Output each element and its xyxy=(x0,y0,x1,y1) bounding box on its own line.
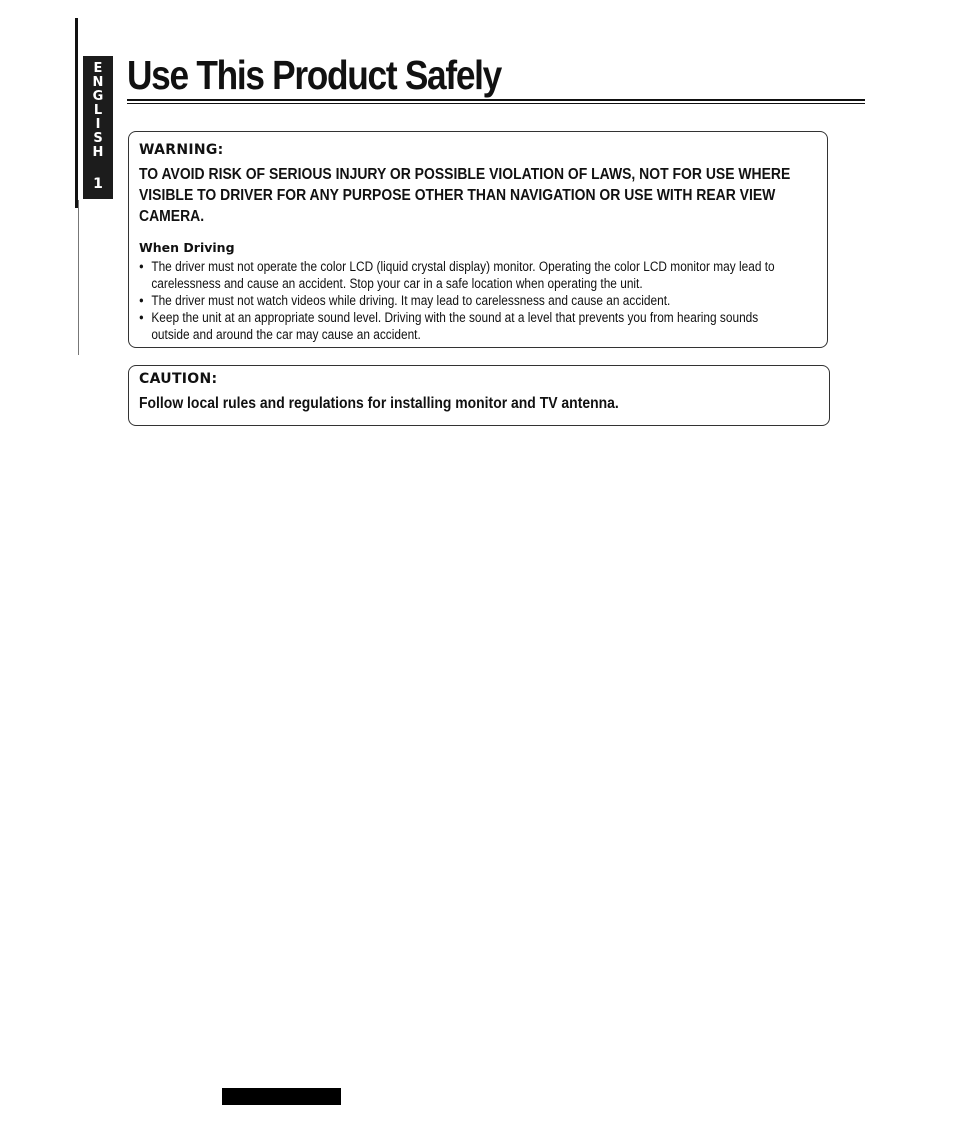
warning-box xyxy=(128,131,828,348)
language-letter: L xyxy=(93,103,103,118)
warning-heading: WARNING: xyxy=(139,142,224,158)
caution-box xyxy=(128,365,830,426)
title-underline-thin xyxy=(127,103,865,104)
warning-bullet: ● The driver must not operate the color LCD (liquid crystal display) monitor. Operating the color LCD monitor may lead to carelessness and cause an accident. Stop your car in a safe location when operating the unit. xyxy=(139,258,790,292)
language-tab xyxy=(83,56,113,199)
warning-bullet: ● Keep the unit at an appropriate sound level. Driving with the sound at a level that prevents you from hearing sounds outside and around the car may cause an accident. xyxy=(139,309,790,343)
caution-text: Follow local rules and regulations for installing monitor and TV antenna. xyxy=(139,395,619,412)
language-letter: H xyxy=(92,145,104,160)
caution-heading: CAUTION: xyxy=(139,371,218,387)
page-number: 1 xyxy=(93,176,103,192)
language-letter: N xyxy=(92,75,104,90)
warning-bullet: ● The driver must not watch videos while driving. It may lead to carelessness and cause an accident. xyxy=(139,292,790,309)
footer-bar xyxy=(222,1088,341,1105)
when-driving-subheading: When Driving xyxy=(139,240,235,255)
page-title: Use This Product Safely xyxy=(127,52,501,98)
language-letter: S xyxy=(93,131,103,146)
language-letter: E xyxy=(93,61,103,76)
language-letter: G xyxy=(92,89,104,104)
warning-bullet-list xyxy=(139,258,790,343)
title-underline xyxy=(127,99,865,101)
language-letter: I xyxy=(95,117,101,132)
margin-rule xyxy=(75,18,78,208)
warning-main-text: TO AVOID RISK OF SERIOUS INJURY OR POSSIBLE VIOLATION OF LAWS, NOT FOR USE WHERE VISIBLE TO DRIVER FOR ANY PURPOSE OTHER THAN NAVIGATION OR USE WITH REAR VIEW CAMERA. xyxy=(139,166,791,225)
margin-rule-thin xyxy=(78,200,79,355)
